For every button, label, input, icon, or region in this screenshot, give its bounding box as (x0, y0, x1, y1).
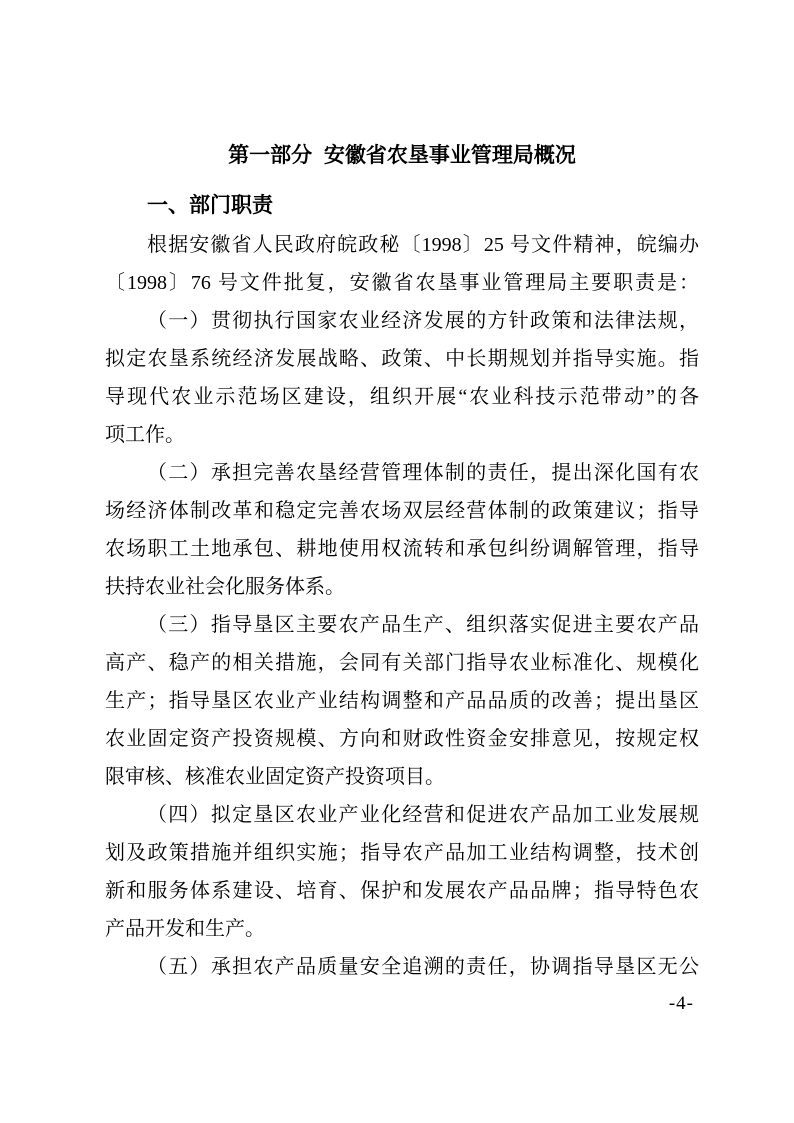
paragraph (105, 226, 699, 302)
text-line: 农业固定资产投资规模、方向和财政性资金安排意见，按规定权 (105, 728, 699, 750)
text-line: 划及政策措施并组织实施；指导农产品加工业结构调整，技术创 (105, 842, 699, 864)
text-line: （三）指导垦区主要农产品生产、组织落实促进主要农产品 (147, 614, 699, 636)
text-line: 高产、稳产的相关措施，会同有关部门指导农业标准化、规模化 (105, 652, 699, 674)
paragraph (105, 454, 699, 606)
text-line: （二）承担完善农垦经营管理体制的责任，提出深化国有农 (147, 462, 699, 484)
paragraph (105, 302, 699, 454)
document-title: 第一部分 安徽省农垦事业管理局概况 (228, 144, 576, 167)
paragraph (105, 606, 699, 796)
page-number: -4- (668, 993, 694, 1014)
text-line: （一）贯彻执行国家农业经济发展的方针政策和法律法规， (147, 310, 699, 332)
text-line: 新和服务体系建设、培育、保护和发展农产品品牌；指导特色农 (105, 880, 699, 902)
text-line: 农场职工土地承包、耕地使用权流转和承包纠纷调解管理，指导 (105, 538, 699, 560)
text-line: （五）承担农产品质量安全追溯的责任，协调指导垦区无公 (147, 956, 699, 978)
document-body (105, 226, 699, 986)
text-line: 根据安徽省人民政府皖政秘〔1998〕25 号文件精神，皖编办 (147, 234, 699, 256)
document-content (105, 0, 699, 986)
text-line: 生产；指导垦区农业产业结构调整和产品品质的改善；提出垦区 (105, 690, 699, 712)
text-line: 项工作。 (105, 424, 185, 446)
section-heading: 一、部门职责 (147, 194, 273, 217)
text-line: （四）拟定垦区农业产业化经营和促进农产品加工业发展规 (147, 804, 699, 826)
text-line: 扶持农业社会化服务体系。 (105, 576, 345, 598)
text-line: 产品开发和生产。 (105, 918, 265, 940)
text-line: 限审核、核准农业固定资产投资项目。 (105, 766, 445, 788)
text-line: 〔1998〕76 号文件批复，安徽省农垦事业管理局主要职责是： (105, 272, 699, 294)
paragraph (105, 796, 699, 948)
text-line: 导现代农业示范场区建设，组织开展“农业科技示范带动”的各 (105, 386, 699, 408)
text-line: 拟定农垦系统经济发展战略、政策、中长期规划并指导实施。指 (105, 348, 699, 370)
paragraph (105, 948, 699, 986)
text-line: 场经济体制改革和稳定完善农场双层经营体制的政策建议；指导 (105, 500, 699, 522)
